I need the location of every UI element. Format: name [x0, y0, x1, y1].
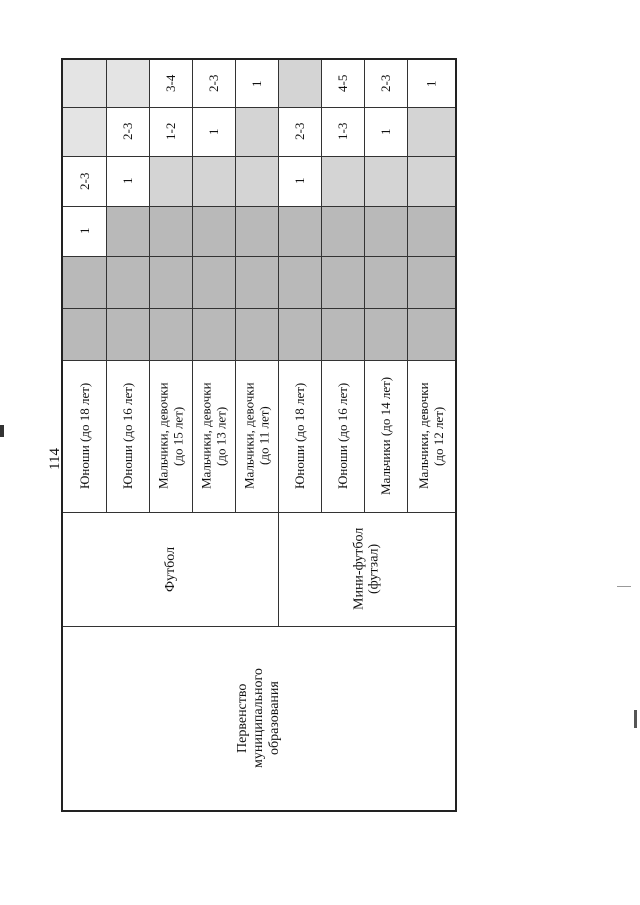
shaded-cell — [321, 206, 364, 256]
age-group-label: Юноши (до 16 лет) — [335, 382, 350, 490]
shaded-cell — [149, 308, 192, 360]
rank-value: 1 — [120, 177, 135, 185]
age-group-label: Мальчики, девочки (до 11 лет) — [241, 382, 272, 490]
shaded-cell — [149, 206, 192, 256]
shaded-cell — [364, 256, 407, 308]
shaded-cell — [192, 156, 235, 206]
rank-value: 2-3 — [378, 74, 393, 93]
rank-value: 2-3 — [77, 172, 92, 190]
rank-value: 4-5 — [335, 74, 350, 93]
age-group-label: Мальчики, девочки (до 12 лет) — [416, 382, 446, 490]
shaded-cell — [407, 107, 455, 156]
sports-ranking-table — [61, 58, 457, 812]
column-divider — [63, 206, 455, 207]
shaded-cell — [364, 156, 407, 206]
age-group-label: Юноши (до 18 лет) — [292, 382, 307, 490]
shaded-cell — [106, 206, 149, 256]
shaded-cell — [407, 156, 455, 206]
shaded-cell — [192, 206, 235, 256]
shaded-cell — [278, 308, 321, 360]
shaded-cell — [235, 256, 278, 308]
shaded-cell — [106, 308, 149, 360]
shaded-cell — [149, 156, 192, 206]
page-number: 114 — [47, 448, 63, 470]
rank-value: 1 — [423, 80, 439, 87]
shaded-cell — [278, 206, 321, 256]
shaded-cell — [63, 107, 106, 156]
rank-value: 2-3 — [120, 122, 135, 141]
shaded-cell — [235, 308, 278, 360]
margin-mark — [634, 710, 637, 728]
shaded-cell — [364, 206, 407, 256]
column-divider — [63, 256, 455, 257]
rank-value: 1 — [249, 80, 264, 87]
shaded-cell — [321, 156, 364, 206]
column-divider — [63, 308, 455, 309]
shaded-cell — [407, 256, 455, 308]
rank-value: 1-3 — [335, 122, 350, 141]
shaded-cell — [63, 308, 106, 360]
rank-value: 2-3 — [292, 122, 307, 141]
shaded-cell — [149, 256, 192, 308]
margin-mark — [0, 425, 4, 437]
rank-value: 1 — [378, 128, 393, 135]
shaded-cell — [278, 256, 321, 308]
sport-name: Футбол — [163, 546, 178, 592]
age-group-label: Мальчики, девочки (до 13 лет) — [198, 382, 229, 490]
shaded-cell — [321, 308, 364, 360]
rank-value: 1 — [206, 128, 221, 135]
rank-value: 1-2 — [163, 122, 178, 141]
rank-value: 1 — [77, 227, 92, 235]
sport-name: Мини-футбол (футзал) — [351, 527, 382, 611]
shaded-cell — [407, 206, 455, 256]
shaded-cell — [235, 156, 278, 206]
rank-value: 2-3 — [206, 74, 221, 93]
competition-label: Первенство муниципального образования — [235, 668, 282, 768]
shaded-cell — [106, 60, 149, 107]
age-group-label: Мальчики (до 14 лет) — [378, 376, 393, 496]
shaded-cell — [407, 308, 455, 360]
shaded-cell — [192, 256, 235, 308]
shaded-cell — [235, 107, 278, 156]
shaded-cell — [63, 256, 106, 308]
age-group-label: Юноши (до 16 лет) — [120, 382, 135, 490]
rank-value: 3-4 — [163, 74, 178, 93]
shaded-cell — [278, 60, 321, 107]
rank-value: 1 — [292, 177, 307, 185]
shaded-cell — [364, 308, 407, 360]
shaded-cell — [63, 60, 106, 107]
shaded-cell — [192, 308, 235, 360]
margin-mark — [617, 586, 631, 587]
age-group-label: Мальчики, девочки (до 15 лет) — [155, 382, 186, 490]
age-group-label: Юноши (до 18 лет) — [77, 382, 92, 490]
shaded-cell — [321, 256, 364, 308]
shaded-cell — [106, 256, 149, 308]
shaded-cell — [235, 206, 278, 256]
